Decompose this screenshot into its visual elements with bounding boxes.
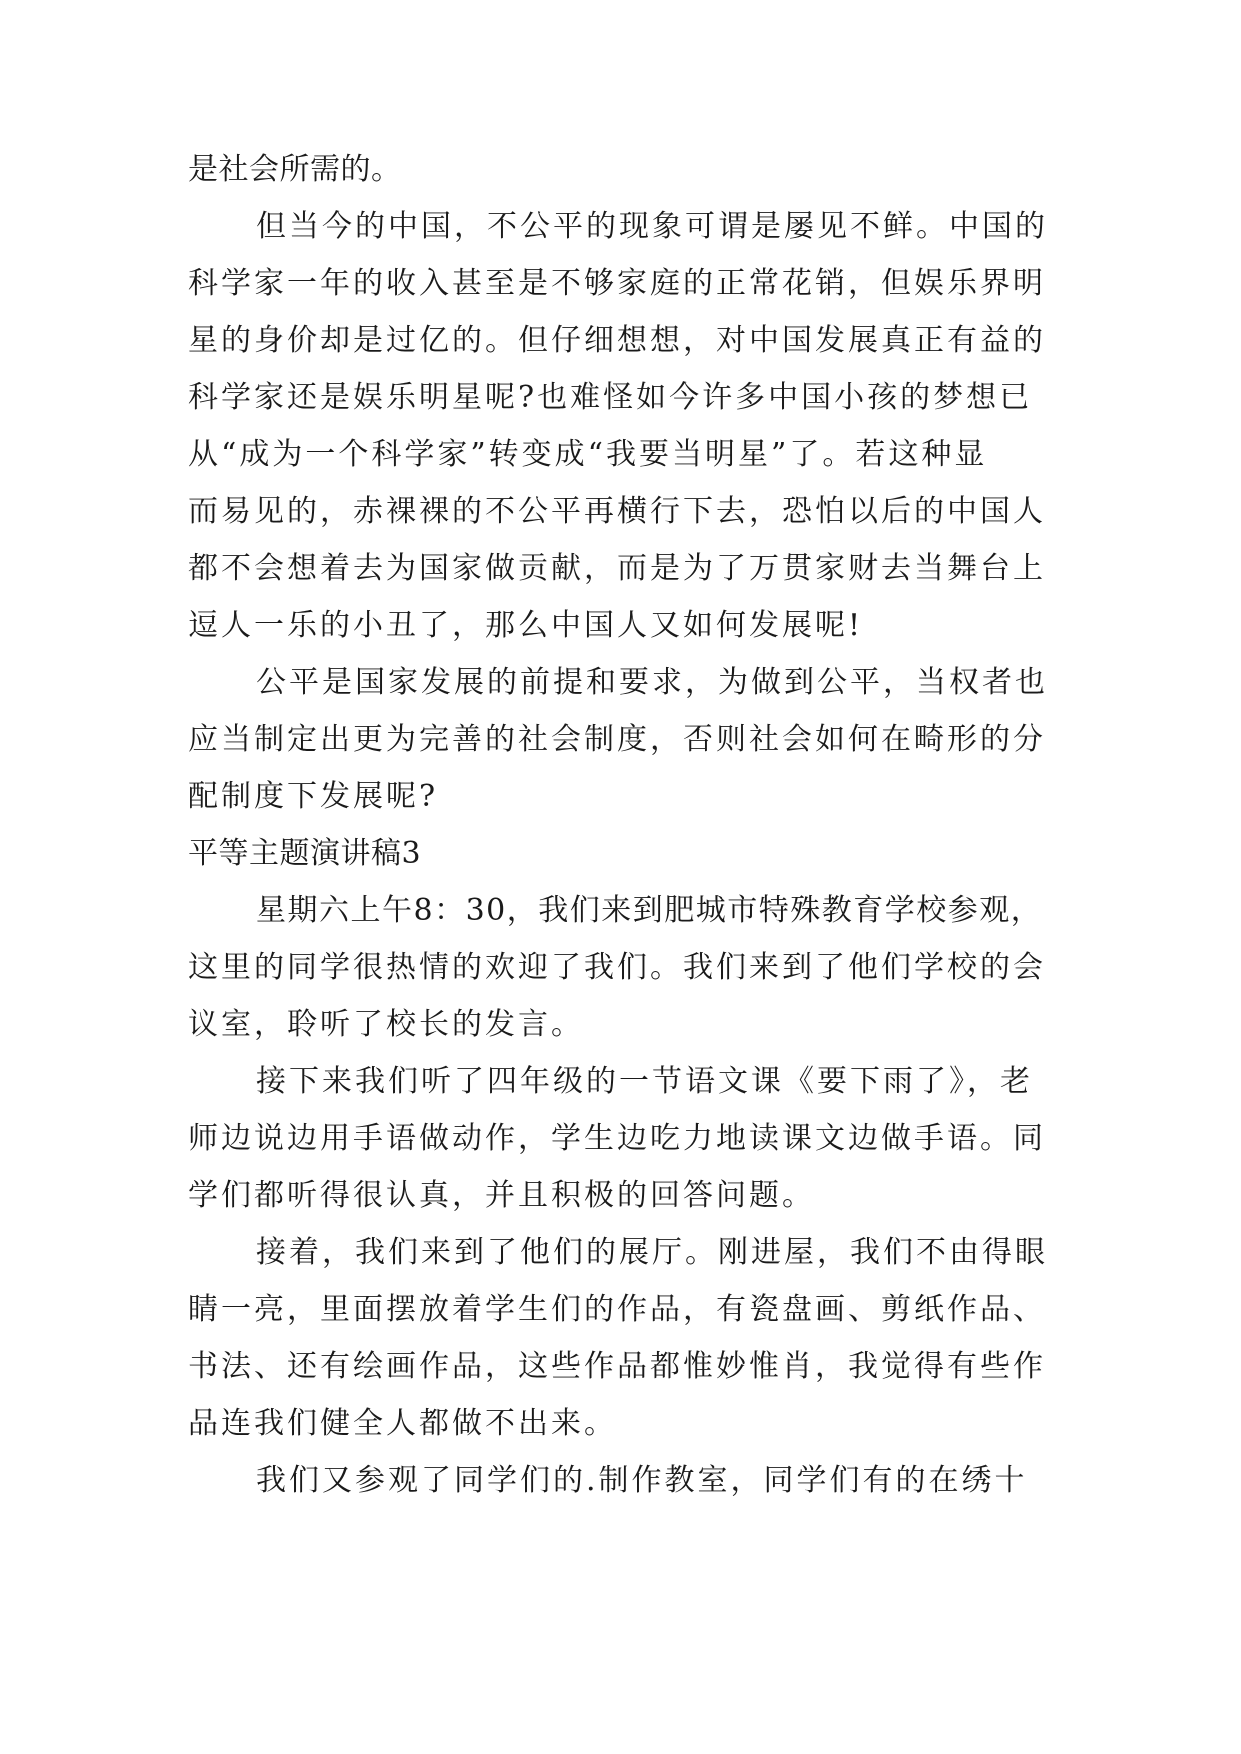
text-line-7: 而易见的，赤裸裸的不公平再横行下去，恐怕以后的中国人 xyxy=(188,494,1046,529)
text-line-15: 这里的同学很热情的欢迎了我们。我们来到了他们学校的会 xyxy=(188,950,1046,985)
text-line-12: 配制度下发展呢? xyxy=(188,779,439,814)
text-line-5: 科学家还是娱乐明星呢?也难怪如今许多中国小孩的梦想已 xyxy=(188,380,1033,415)
text-line-8: 都不会想着去为国家做贡献，而是为了万贯家财去当舞台上 xyxy=(188,551,1046,586)
text-line-22: 书法、还有绘画作品，这些作品都惟妙惟肖，我觉得有些作 xyxy=(188,1349,1046,1384)
text-line-6: 从“成为一个科学家”转变成“我要当明星”了。若这种显 xyxy=(188,437,988,472)
text-line-1: 是社会所需的。 xyxy=(188,152,402,187)
section-heading: 平等主题演讲稿3 xyxy=(188,836,422,871)
text-line-9: 逗人一乐的小丑了，那么中国人又如何发展呢! xyxy=(188,608,864,643)
text-line-19: 学们都听得很认真，并且积极的回答问题。 xyxy=(188,1178,815,1213)
text-line-17: 接下来我们听了四年级的一节语文课《要下雨了》，老 xyxy=(256,1064,1033,1099)
text-line-18: 师边说边用手语做动作，学生边吃力地读课文边做手语。同 xyxy=(188,1121,1046,1156)
text-line-2: 但当今的中国，不公平的现象可谓是屡见不鲜。中国的 xyxy=(256,209,1048,244)
text-line-11: 应当制定出更为完善的社会制度，否则社会如何在畸形的分 xyxy=(188,722,1046,757)
text-line-16: 议室，聆听了校长的发言。 xyxy=(188,1007,584,1042)
text-line-23: 品连我们健全人都做不出来。 xyxy=(188,1406,617,1441)
text-line-10: 公平是国家发展的前提和要求，为做到公平，当权者也 xyxy=(256,665,1048,700)
text-line-4: 星的身价却是过亿的。但仔细想想，对中国发展真正有益的 xyxy=(188,323,1046,358)
text-line-14: 星期六上午8：30，我们来到肥城市特殊教育学校参观， xyxy=(256,893,1043,928)
text-line-20: 接着，我们来到了他们的展厅。刚进屋，我们不由得眼 xyxy=(256,1235,1048,1270)
text-line-21: 睛一亮，里面摆放着学生们的作品，有瓷盘画、剪纸作品、 xyxy=(188,1292,1046,1327)
text-line-24: 我们又参观了同学们的.制作教室，同学们有的在绣十 xyxy=(256,1463,1028,1498)
text-line-3: 科学家一年的收入甚至是不够家庭的正常花销，但娱乐界明 xyxy=(188,266,1046,301)
